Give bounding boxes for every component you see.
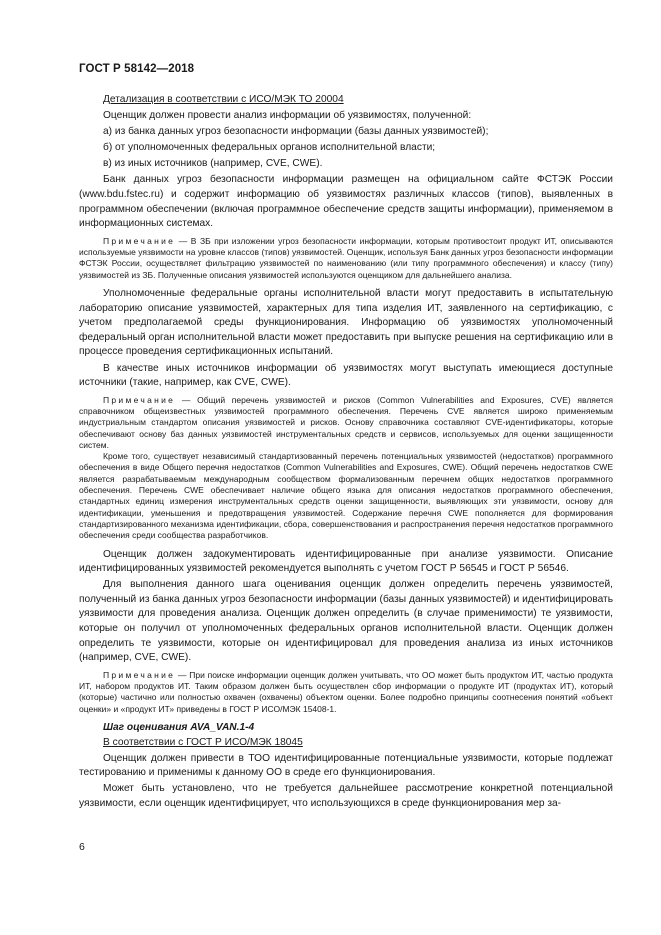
note-label: Примечание: [103, 394, 176, 405]
document-header: ГОСТ Р 58142—2018: [79, 63, 195, 75]
note-text: Кроме того, существует независимый стандартизованный перечень потенциальных уязвимостей (недостатков) программного обеспечения в виде Общего перечня недостатков (Common Vulnerabilities and Exposures, CWE). Общий перечень недостатков CWE является разрабатываемым международным сообществом формализованным перечнем общих недостатков программного обеспечения. Перечень CWE обеспечивает наличие общего языка для описания недостатков программного обеспечения, стандартных единиц измерения инструментальных средств оценки защищенности, выявляющих эти уязвимости, основу для идентификации, уменьшения и предотвращения уязвимостей. Содержание перечня CWE пополняется для формирования стандартизированного механизма идентификации, сбора, совершенствования и распространения перечня недостатков программного обеспечения среди сообщества разработчиков.: [79, 451, 613, 541]
note-block: [79, 236, 613, 281]
note-block: [79, 395, 613, 542]
note-label: Примечание: [103, 669, 176, 680]
note-label: Примечание: [103, 235, 176, 246]
page-body: [79, 93, 613, 813]
note-text: — Общий перечень уязвимостей и рисков (Common Vulnerabilities and Exposures, CVE) является справочником общеизвестных уязвимостей программного обеспечения. Перечень CVE является широко применяемым индустриальным стандартом описания уязвимостей и рисков. Основу справочника составляют CVE-идентификаторы, которые обеспечивают основу баз данных уязвимостей инструментальных средств и сервисов, используемых для оценки защищенности систем.: [79, 394, 613, 450]
section-heading: Детализация в соответствии с ИСО/МЭК ТО 20004: [103, 94, 344, 105]
paragraph: Банк данных угроз безопасности информации размещен на официальном сайте ФСТЭК России (www.bdu.fstec.ru) и содержит информацию об уязвимостях различных классов (типов), выявленных в программном обеспечении (включая программное обеспечение средств защиты информации), применяемом в информационных системах.: [79, 174, 613, 230]
step-title: Шаг оценивания AVA_VAN.1-4: [103, 721, 255, 733]
page-number: 6: [79, 841, 85, 853]
note-text: — При поиске информации оценщик должен учитывать, что ОО может быть продуктом ИТ, частью продукта ИТ, набором продуктов ИТ. Таким образом должен быть осуществлен сбор информации о продукте ИТ (продуктах ИТ), который (которые) частично или полностью охвачен (охвачены) объектом оценки. Более подробно принципы соотнесения понятий «объект оценки» и «продукт ИТ» приведены в ГОСТ Р ИСО/МЭК 15408-1.: [79, 669, 613, 714]
list-item: в) из иных источников (например, CVE, CWE).: [103, 158, 323, 170]
note-block: [79, 670, 613, 715]
section-heading: В соответствии с ГОСТ Р ИСО/МЭК 18045: [103, 736, 303, 748]
paragraph: В качестве иных источников информации об уязвимостях могут выступать имеющиеся доступные источники (такие, например, как CVE, CWE).: [79, 362, 613, 389]
paragraph: Для выполнения данного шага оценивания оценщик должен определить перечень уязвимостей, полученный из банка данных угроз безопасности информации (базы данных уязвимостей) и идентифицировать уязвимости для проведения анализа. Оценщик должен определить (в случае применимости) те уязвимости, которые он получил от уполномоченных федеральных органов исполнительной власти. Оценщик должен определить те уязвимости, которые он идентифицировал для проведения анализа из иных источников (например, CVE, CWE).: [79, 579, 613, 664]
list-item: а) из банка данных угроз безопасности информации (базы данных уязвимостей);: [103, 126, 489, 138]
paragraph: Может быть установлено, что не требуется дальнейшее рассмотрение конкретной потенциальной уязвимости, если оценщик идентифицирует, что использующихся в среде функционирования мер за-: [79, 783, 613, 809]
paragraph: Уполномоченные федеральные органы исполнительной власти могут предоставить в испытательную лабораторию описание уязвимостей, характерных для типа изделия ИТ, заявленного на сертификацию, с учетом предполагаемой среды функционирования. Информацию об уязвимостях уполномоченный федеральный орган исполнительной власти может предоставить при выпуске решения на сертификацию или в процессе проведения сертификационных испытаний.: [79, 288, 613, 358]
note-text: — В ЗБ при изложении угроз безопасности информации, которым противостоит продукт ИТ, описываются используемые уязвимости на уровне классов (типов) уязвимостей. Оценщик, используя Банк данных угроз безопасности информации ФСТЭК России, осуществляет фильтрацию уязвимостей по наименованию (или типу программного обеспечения) и классу (типу) уязвимостей из ЗБ. Полученные описания уязвимостей используются оценщиком для дальнейшего анализа.: [79, 235, 613, 280]
paragraph: Оценщик должен провести анализ информации об уязвимостях, полученной:: [103, 110, 472, 122]
paragraph: Оценщик должен привести в ТОО идентифицированные потенциальные уязвимости, которые подлежат тестированию и применимы к данному ОО в среде его функционирования.: [79, 752, 613, 779]
list-item: б) от уполномоченных федеральных органов исполнительной власти;: [103, 142, 436, 154]
paragraph: Оценщик должен задокументировать идентифицированные при анализе уязвимости. Описание идентифицированных уязвимостей рекомендуется выполнять с учетом ГОСТ Р 56545 и ГОСТ Р 56546.: [79, 548, 613, 575]
